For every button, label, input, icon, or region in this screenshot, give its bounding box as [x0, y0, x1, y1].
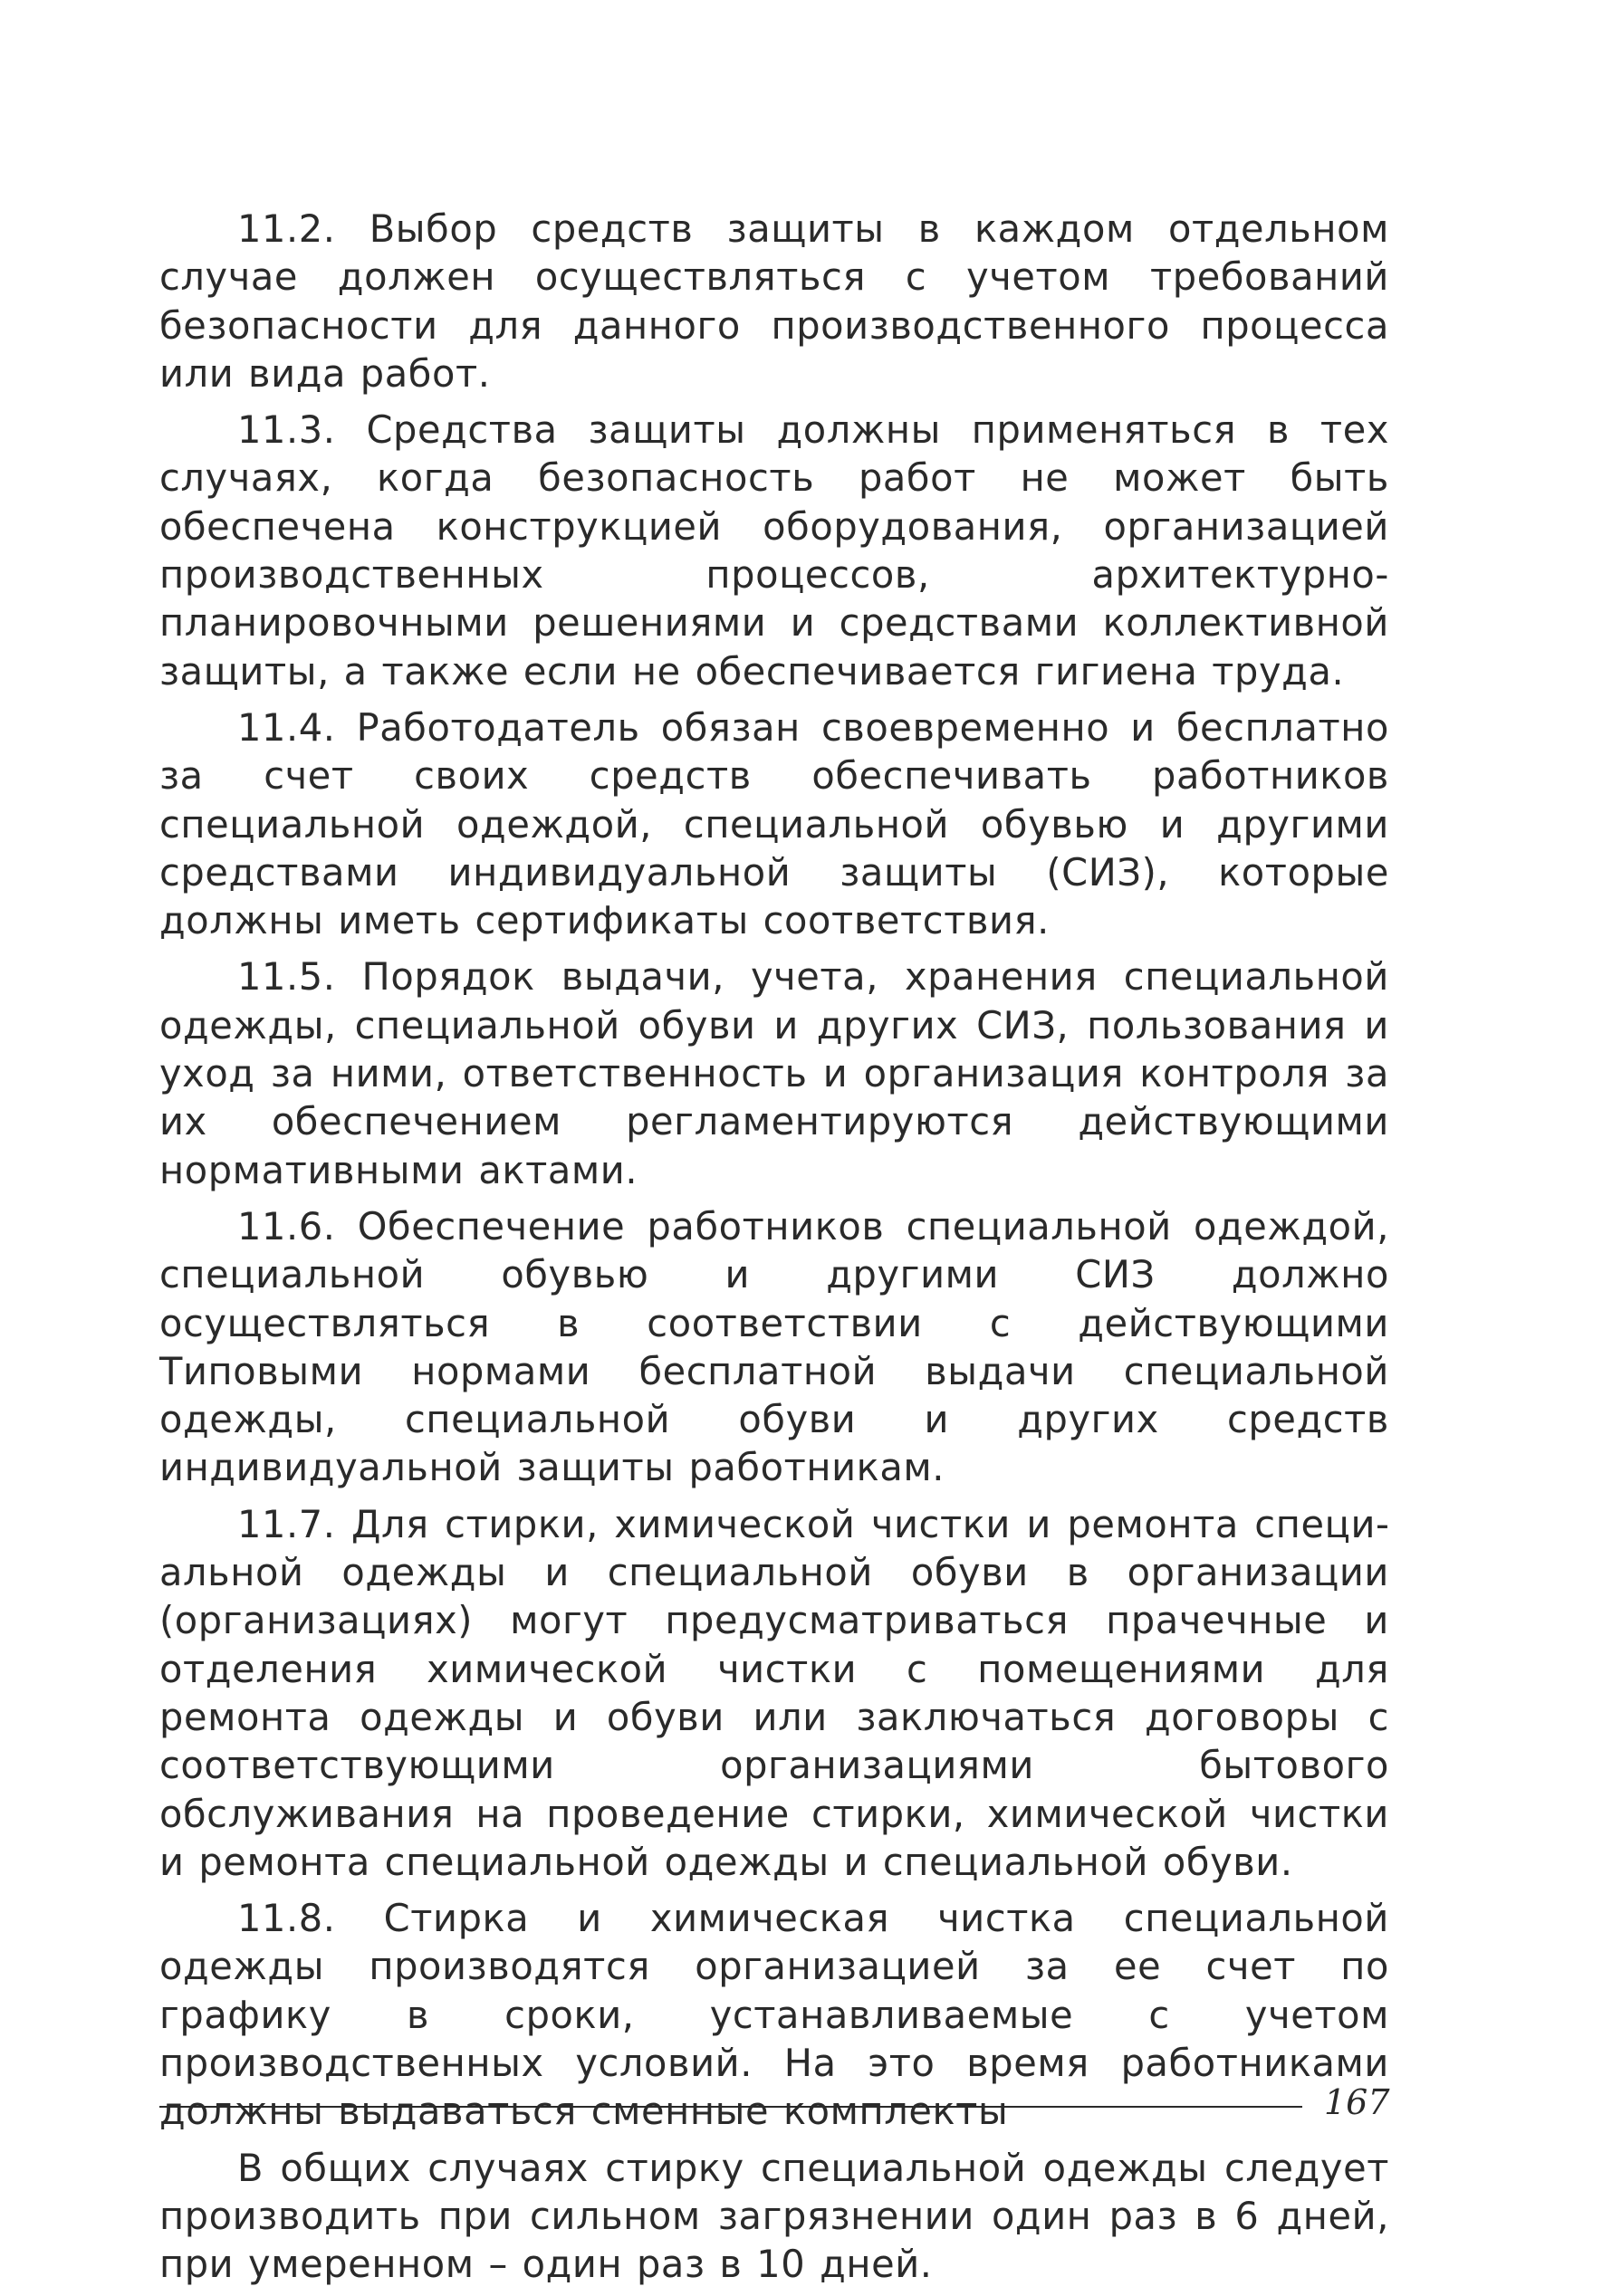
- paragraph-11-4: 11.4. Работодатель обязан своевременно и бесплатно за счет своих средств обеспечивать работников специальной одеждой, специальной обувью и другими средствами индивидуальной защиты (СИЗ), которые должны иметь сертификаты соответствия.: [159, 704, 1389, 943]
- paragraph-11-5: 11.5. Порядок выдачи, учета, хранения специальной одежды, специальной обуви и других СИЗ, пользования и уход за ними, ответственность и организация контроля за их обеспечением регламентируются действующими нормативными актами.: [159, 954, 1389, 1192]
- footer-rule: [159, 2106, 1302, 2108]
- paragraph-11-3: 11.3. Средства защиты должны применяться в тех случаях, когда безопасность работ не может быть обеспечена конструкцией оборудования, организацией производственных процессов, архитектурно-планировочными решениями и средствами коллективной защиты, а также если не обеспечивается гигиена труда.: [159, 407, 1389, 694]
- paragraph-11-7: 11.7. Для стирки, химической чистки и ремонта специальной одежды и специальной обуви в организации (организациях) могут предусматриваться прачечные и отделения химической чистки с помещениями для ремонта одежды и обуви или заключаться договоры с соответствующими организациями бытового обслуживания на проведение стирки, химической чистки и ремонта специальной одежды и специальной обуви.: [159, 1501, 1389, 1884]
- paragraph-11-2: 11.2. Выбор средств защиты в каждом отдельном случае должен осуществляться с учетом требований безопасности для данного производственного процесса или вида работ.: [159, 206, 1389, 396]
- paragraph-11-6: 11.6. Обеспечение работников специальной одеждой, специальной обувью и другими СИЗ должно осуществляться в соответствии с действующими Типовыми нормами бесплатной выдачи специальной одежды, специальной обуви и других средств индивидуальной защиты работникам.: [159, 1203, 1389, 1490]
- body-text: [159, 205, 1389, 2296]
- page-number: 167: [1324, 2082, 1390, 2122]
- paragraph-11-8: 11.8. Стирка и химическая чистка специальной одежды производятся организацией за ее счет по графику в сроки, устанавливаемые с учетом производственных условий. На это время работниками должны выдаваться сменные комплекты: [159, 1896, 1389, 2134]
- paragraph-washing-frequency: В общих случаях стирку специальной одежды следует производить при сильном загрязнении один раз в 6 дней, при умеренном – один раз в 10 дней.: [159, 2145, 1389, 2287]
